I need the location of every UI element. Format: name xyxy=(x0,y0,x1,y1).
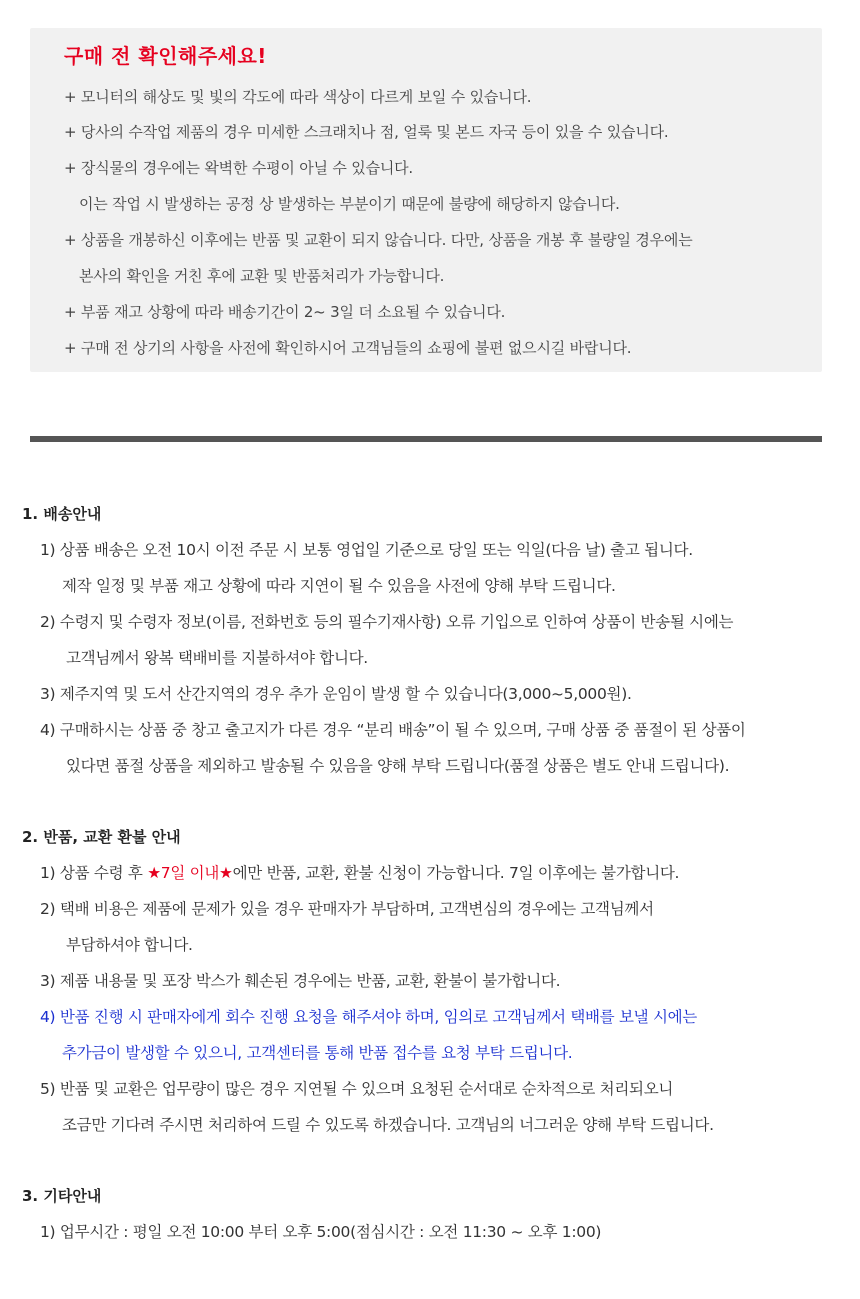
returns-item xyxy=(40,861,679,883)
returns-item: 조금만 기다려 주시면 처리하여 드릴 수 있도록 하겠습니다. 고객님의 너그러운 양해 부탁 드립니다. xyxy=(62,1116,714,1134)
shipping-item: 고객님께서 왕복 택배비를 지불하셔야 합니다. xyxy=(66,649,368,667)
notice-line: + 상품을 개봉하신 이후에는 반품 및 교환이 되지 않습니다. 다만, 상품을 개봉 후 불량일 경우에는 xyxy=(64,231,693,249)
shipping-section-title: 1. 배송안내 xyxy=(22,505,102,523)
shipping-item: 2) 수령지 및 수령자 정보(이름, 전화번호 등의 필수기재사항) 오류 기입으로 인하여 상품이 반송될 시에는 xyxy=(40,613,734,631)
other-item: 1) 업무시간 : 평일 오전 10:00 부터 오후 5:00(점심시간 : 오전 11:30 ~ 오후 1:00) xyxy=(40,1223,602,1241)
returns-item: 5) 반품 및 교환은 업무량이 많은 경우 지연될 수 있으며 요청된 순서대로 순차적으로 처리되오니 xyxy=(40,1080,674,1098)
other-section-title: 3. 기타안내 xyxy=(22,1187,102,1205)
returns-item-blue: 4) 반품 진행 시 판매자에게 회수 진행 요청을 해주셔야 하며, 임의로 고객님께서 택배를 보낼 시에는 xyxy=(40,1008,697,1026)
notice-line: + 장식물의 경우에는 왁벽한 수평이 아닐 수 있습니다. xyxy=(64,159,414,177)
notice-line: 이는 작업 시 발생하는 공정 상 발생하는 부분이기 때문에 불량에 해당하지 않습니다. xyxy=(79,195,620,213)
shipping-item: 4) 구매하시는 상품 중 창고 출고지가 다른 경우 “분리 배송”이 될 수 있으며, 구매 상품 중 품절이 된 상품이 xyxy=(40,721,746,739)
returns-section-title: 2. 반품, 교환 환불 안내 xyxy=(22,828,181,846)
returns-item: 부담하셔야 합니다. xyxy=(66,936,193,954)
returns-item: 2) 택배 비용은 제품에 문제가 있을 경우 판매자가 부담하며, 고객변심의 경우에는 고객님께서 xyxy=(40,900,654,918)
shipping-item: 있다면 품절 상품을 제외하고 발송될 수 있음을 양해 부탁 드립니다(품절 상품은 별도 안내 드립니다). xyxy=(66,757,730,775)
shipping-item: 제작 일정 및 부품 재고 상황에 따라 지연이 될 수 있음을 사전에 양해 부탁 드립니다. xyxy=(62,577,616,595)
notice-line: + 부품 재고 상황에 따라 배송기간이 2~ 3일 더 소요될 수 있습니다. xyxy=(64,303,506,321)
notice-line: + 구매 전 상기의 사항을 사전에 확인하시어 고객님들의 쇼핑에 불편 없으시길 바랍니다. xyxy=(64,339,632,357)
returns-period-highlight: ★7일 이내★ xyxy=(147,864,233,882)
returns-item-blue: 추가금이 발생할 수 있으니, 고객센터를 통해 반품 접수를 요청 부탁 드립니다. xyxy=(62,1044,573,1062)
shipping-item: 1) 상품 배송은 오전 10시 이전 주문 시 보통 영업일 기준으로 당일 또는 익일(다음 날) 출고 됩니다. xyxy=(40,541,693,559)
returns-item-prefix: 1) 상품 수령 후 xyxy=(40,864,148,882)
notice-line: + 당사의 수작업 제품의 경우 미세한 스크래치나 점, 얼룩 및 본드 자국 등이 있을 수 있습니다. xyxy=(64,123,669,141)
notice-line: + 모니터의 해상도 및 빛의 각도에 따라 색상이 다르게 보일 수 있습니다. xyxy=(64,88,532,106)
section-divider xyxy=(30,436,822,442)
shipping-item: 3) 제주지역 및 도서 산간지역의 경우 추가 운임이 발생 할 수 있습니다(3,000~5,000원). xyxy=(40,685,632,703)
notice-title: 구매 전 확인해주세요! xyxy=(64,44,267,68)
returns-item-suffix: 에만 반품, 교환, 환불 신청이 가능합니다. 7일 이후에는 불가합니다. xyxy=(232,864,680,882)
notice-box xyxy=(30,28,822,372)
returns-item: 3) 제품 내용물 및 포장 박스가 훼손된 경우에는 반품, 교환, 환불이 불가합니다. xyxy=(40,972,561,990)
notice-line: 본사의 확인을 거친 후에 교환 및 반품처리가 가능합니다. xyxy=(79,267,445,285)
